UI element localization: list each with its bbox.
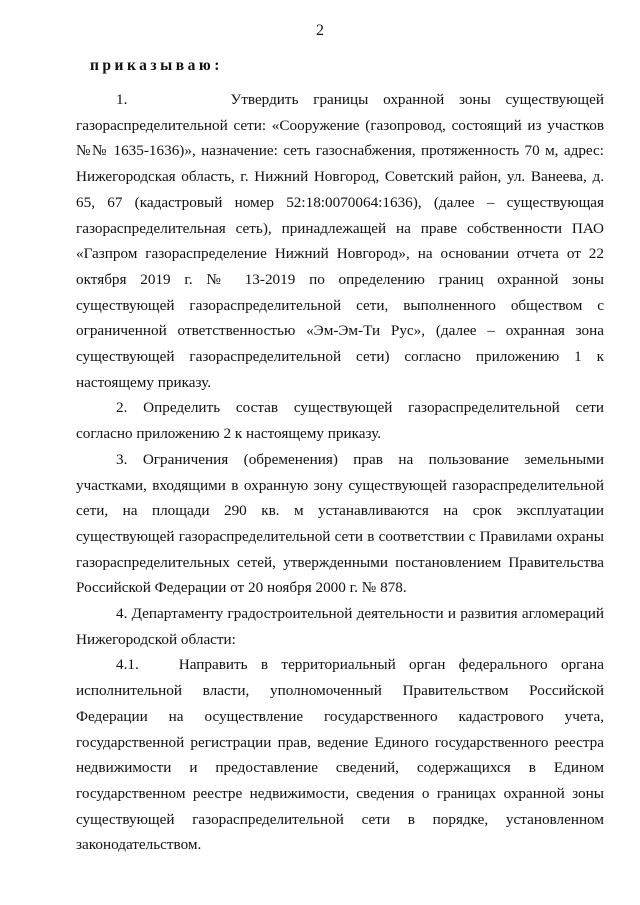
order-heading: приказываю: bbox=[90, 57, 223, 74]
paragraph-3: 3. Ограничения (обременения) прав на пользование земельными участками, входящими в охранную зону существующей газораспределительной сети, на площади 290 кв. м устанавливаются на срок эксплуатации существующей газораспределительной сети в соответствии с Правилами охраны газораспределительных сетей, утвержденными постановлением Правительства Российской Федерации от 20 ноября 2000 г. № 878. bbox=[76, 450, 604, 597]
page-number: 2 bbox=[316, 22, 324, 39]
paragraph-1: 1. Утвердить границы охранной зоны существующей газораспределительной сети: «Сооружение (газопровод, состоящий из участков №№ 1635-1636)», назначение: сеть газоснабжения, протяженность 70 м, адрес: Нижегородская область, г. Нижний Новгород, Советский район, ул. Ванеева, д. 65, 67 (кадастровый номер 52:18:0070064:1636), (далее – существующая газораспределительная сеть), принадлежащей на праве собственности ПАО «Газпром газораспределение Нижний Новгород», на основании отчета от 22 октября 2019 г. № 13-2019 по определению границ охранной зоны существующей газораспределительной сети, выполненного обществом с ограниченной ответственностью «Эм-Эм-Ти Рус», (далее – охранная зона существующей газораспределительной сети) согласно приложению 1 к настоящему приказу. bbox=[76, 91, 604, 391]
paragraph-4-1: 4.1. Направить в территориальный орган федерального органа исполнительной власти, уполномоченный Правительством Российской Федерации на осуществление государственного кадастрового учета, государственной регистрации прав, ведение Единого государственного реестра недвижимости и предоставление сведений, содержащихся в Едином государственном реестре недвижимости, сведения о границах охранной зоны существующей газораспределительной сети в порядке, установленном законодательством. bbox=[76, 656, 604, 854]
paragraph-2: 2. Определить состав существующей газораспределительной сети согласно приложению 2 к настоящему приказу. bbox=[76, 399, 604, 443]
document-body bbox=[76, 56, 604, 858]
paragraph-4: 4. Департаменту градостроительной деятельности и развития агломераций Нижегородской области: bbox=[76, 605, 604, 648]
